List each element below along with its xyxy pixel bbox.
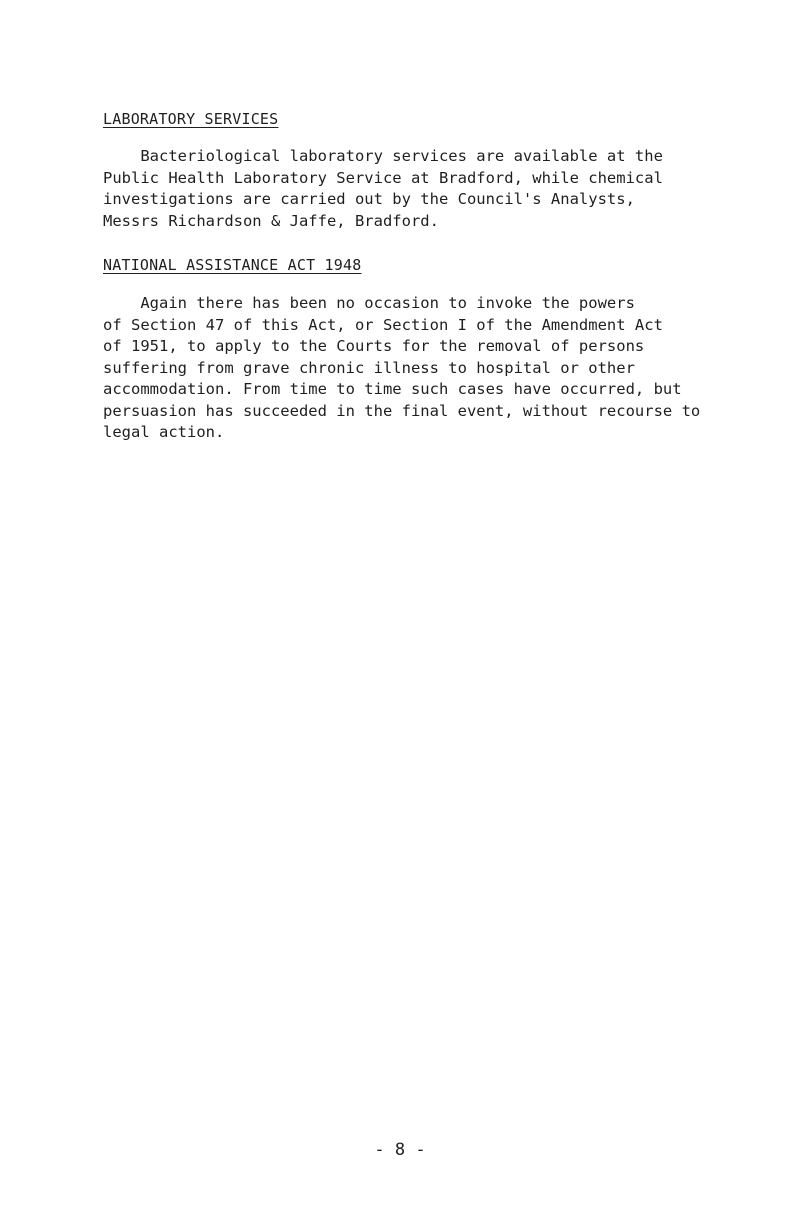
paragraph-line: accommodation. From time to time such cases have occurred, but [103, 380, 682, 398]
page-number: - 8 - [374, 1140, 426, 1160]
paragraph-line: Bacteriological laboratory services are available at the [103, 147, 663, 165]
paragraph-line: Messrs Richardson & Jaffe, Bradford. [103, 211, 439, 230]
paragraph-line: persuasion has succeeded in the final event, without recourse to [103, 401, 701, 420]
paragraph-line: Again there has been no occasion to invoke the powers [103, 294, 635, 312]
paragraph-line: suffering from grave chronic illness to hospital or other [103, 358, 635, 377]
section-heading-laboratory-services: LABORATORY SERVICES [103, 110, 279, 128]
paragraph-line: legal action. [103, 423, 225, 441]
section-heading-national-assistance-act: NATIONAL ASSISTANCE ACT 1948 [103, 256, 362, 274]
paragraph-line: of 1951, to apply to the Courts for the removal of persons [103, 337, 645, 355]
paragraph-line: investigations are carried out by the Council's Analysts, [103, 190, 635, 208]
paragraph-line: of Section 47 of this Act, or Section I of the Amendment Act [103, 315, 663, 334]
national-assistance-act-paragraph [103, 293, 763, 444]
paragraph-line: Public Health Laboratory Service at Bradford, while chemical [103, 168, 663, 187]
laboratory-services-paragraph [103, 146, 763, 232]
